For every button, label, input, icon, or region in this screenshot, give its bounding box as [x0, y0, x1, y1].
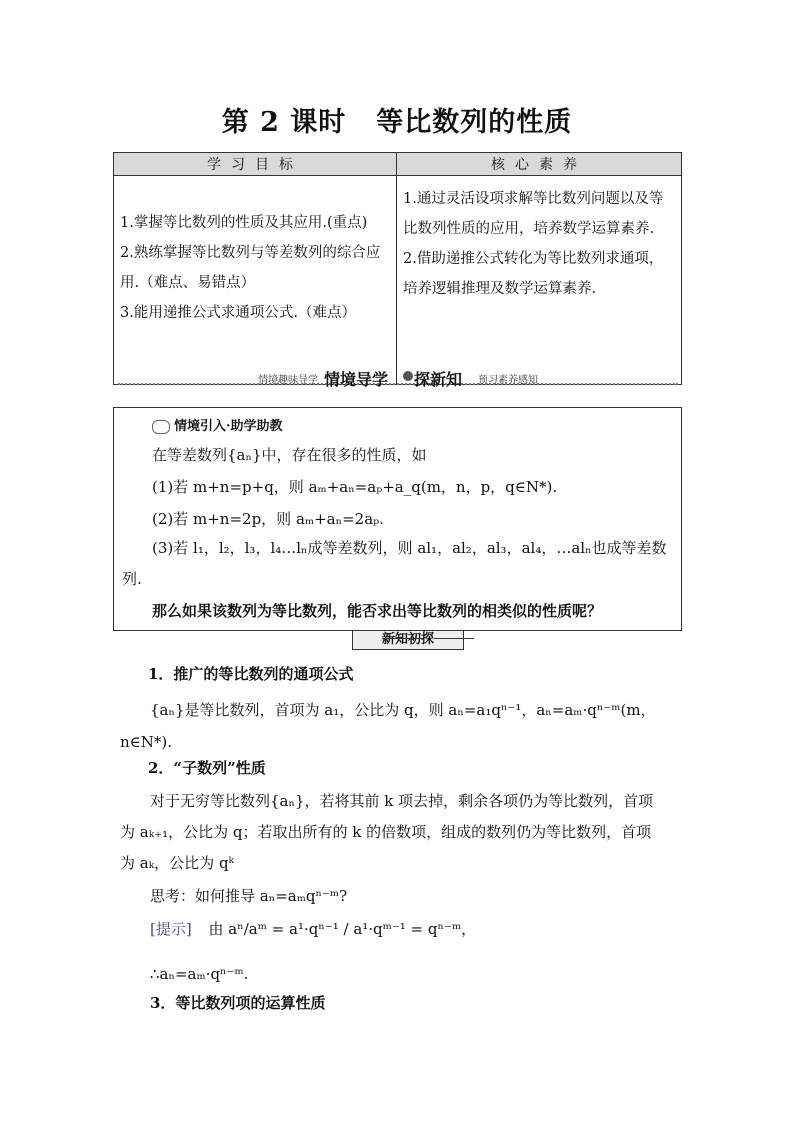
intro-line: (1)若 m+n=p+q，则 aₘ+aₙ=aₚ+a_q(m，n，p，q∈N*). [152, 478, 558, 496]
intro-line: 在等差数列{aₙ}中，存在很多的性质，如 [152, 446, 427, 464]
intro-line: (2)若 m+n=2p，则 aₘ+aₙ=2aₚ. [152, 510, 384, 528]
sec1-text: {aₙ}是等比数列，首项为 a₁，公比为 q，则 aₙ=a₁qⁿ⁻¹，aₙ=aₘ·qⁿ⁻ᵐ(m，n∈N*). [120, 701, 656, 751]
competency-cell [397, 176, 682, 385]
banner-title-left: 情境导学 [324, 370, 389, 389]
conclusion: ∴aₙ=aₘ·qⁿ⁻ᵐ. [150, 965, 249, 983]
page-title [0, 100, 794, 139]
goal-item: 2.熟练掌握等比数列与等差数列的综合应用.（难点、易错点） [120, 245, 381, 291]
goal-item: 3.能用递推公式求通项公式.（难点） [120, 305, 356, 321]
goal-item: 1.掌握等比数列的性质及其应用.(重点) [120, 215, 368, 231]
intro-box [113, 407, 682, 631]
tip-text: 由 aⁿ/aᵐ = a¹·qⁿ⁻¹ / a¹·qᵐ⁻¹ = qⁿ⁻ᵐ， [208, 920, 477, 938]
sec2-heading: 2．“子数列”性质 [148, 759, 266, 777]
goals-table [113, 152, 682, 385]
intro-tag [152, 415, 283, 434]
sec1-heading: 1．推广的等比数列的通项公式 [148, 665, 354, 683]
banner-right-label: 预习素养感知 [478, 375, 538, 386]
section-label: 新知初探 [352, 630, 464, 650]
competency-item: 2.借助递推公式转化为等比数列求通项，培养逻辑推理及数学运算素养. [403, 251, 664, 297]
think-question: 思考：如何推导 aₙ=aₘqⁿ⁻ᵐ? [150, 887, 348, 905]
sec3-heading: 3．等比数列项的运算性质 [150, 994, 326, 1012]
tip-label: [提示] [150, 920, 192, 938]
intro-line: (3)若 l₁，l₂，l₃，l₄…lₙ成等差数列，则 al₁，al₂，al₃，al₄，…alₙ也成等差数列. [122, 539, 667, 588]
banner-divider [118, 383, 678, 385]
sec2-text: 对于无穷等比数列{aₙ}，若将其前 k 项去掉，剩余各项仍为等比数列，首项为 aₖ₊₁，公比为 q；若取出所有的 k 的倍数项，组成的数列仍为等比数列，首项为 aₖ，公比为 qᵏ [120, 792, 654, 872]
banner-dot-icon [403, 371, 413, 381]
intro-tag-label: 情境引入·助学助教 [174, 419, 283, 434]
intro-question: 那么如果该数列为等比数列，能否求出等比数列的相类似的性质呢？ [152, 602, 603, 620]
goals-cell [114, 176, 397, 385]
tip-line [150, 918, 476, 940]
competency-item: 1.通过灵活设项求解等比数列问题以及等比数列性质的应用，培养数学运算素养. [403, 191, 664, 237]
banner-title-right: 探新知 [414, 370, 463, 389]
banner-left-label: 情境趣味导学 [258, 375, 318, 386]
section-banner [118, 368, 678, 389]
lesson-number: 第 2 课时 [221, 107, 347, 138]
book-icon [152, 420, 170, 434]
lesson-topic: 等比数列的性质 [376, 107, 573, 138]
competency-header: 核心素养 [397, 153, 682, 176]
goals-header: 学习目标 [114, 153, 397, 176]
